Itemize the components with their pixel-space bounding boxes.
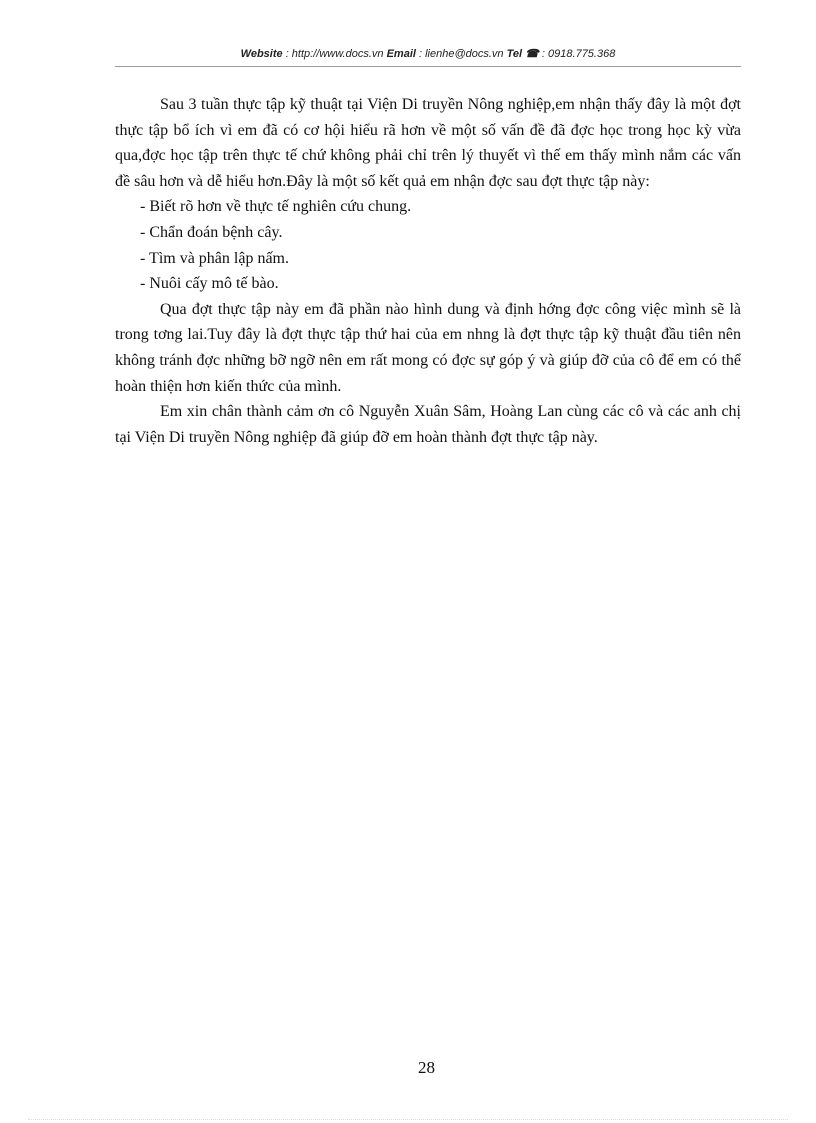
header-divider — [115, 66, 741, 67]
page-number: 28 — [418, 1058, 435, 1077]
header-email-label: Email — [386, 48, 416, 60]
header-website-label: Website — [240, 48, 283, 60]
page-bottom-edge — [28, 1119, 788, 1120]
paragraph-reflection: Qua đợt thực tập này em đã phần nào hình dung và định hớng đợc công việc mình sẽ là trong tơng lai.Tuy đây là đợt thực tập thứ hai của em nhng là đợt thực tập kỹ thuật đầu tiên nên không tránh đợc những bỡ ngỡ nên em rất mong có đợc sự góp ý và giúp đỡ của cô để em có thể hoàn thiện hơn kiến thức của mình. — [115, 300, 741, 395]
paragraph-thanks: Em xin chân thành cảm ơn cô Nguyễn Xuân Sâm, Hoàng Lan cùng các cô và các anh chị tại Viện Di truyền Nông nghiệp đã giúp đỡ em hoàn thành đợt thực tập này. — [115, 403, 741, 446]
paragraph-intro: Sau 3 tuần thực tập kỹ thuật tại Viện Di truyền Nông nghiệp,em nhận thấy đây là một đợt thực tập bổ ích vì em đã có cơ hội hiểu rã hơn về một số vấn đề đã đợc học trong học kỳ vừa qua,đợc học tập trên thực tế chứ không phải chỉ trên lý thuyết vì thế em thấy mình nắm các vấn đề sâu hơn và dễ hiểu hơn.Đây là một số kết quả em nhận đợc sau đợt thực tập này: — [115, 96, 741, 190]
header-email-value: : lienhe@docs.vn — [415, 48, 507, 60]
list-item: - Chẩn đoán bệnh cây. — [140, 223, 283, 241]
page-header — [115, 47, 741, 60]
phone-icon: ☎ — [525, 48, 539, 60]
header-tel-label: Tel — [506, 48, 523, 60]
list-item: - Nuôi cấy mô tế bào. — [140, 275, 279, 293]
header-website-value: : http://www.docs.vn — [282, 48, 387, 60]
document-body — [115, 92, 741, 450]
list-item: - Biết rõ hơn về thực tế nghiên cứu chung. — [140, 198, 412, 216]
list-item: - Tìm và phân lập nấm. — [140, 249, 289, 267]
header-tel-value: : 0918.775.368 — [538, 48, 616, 60]
